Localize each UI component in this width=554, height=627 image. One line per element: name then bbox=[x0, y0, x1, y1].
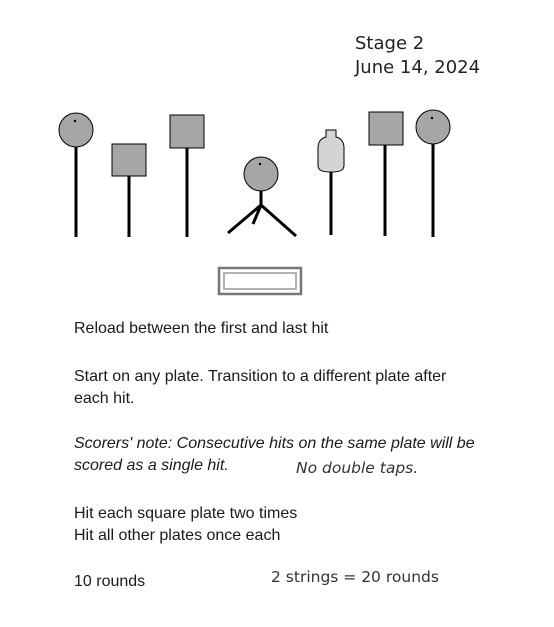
plate-mark bbox=[74, 120, 76, 122]
square-plate-face bbox=[369, 112, 403, 145]
shooter-leg-right bbox=[261, 205, 296, 236]
square-plate-low bbox=[112, 144, 146, 237]
shooter-head bbox=[244, 157, 278, 191]
shooter-figure bbox=[228, 157, 296, 236]
reload-instruction: Reload between the first and last hit bbox=[74, 320, 329, 337]
string-count: 2 strings = 20 rounds bbox=[271, 568, 439, 586]
shooting-box bbox=[219, 268, 301, 294]
square-plate-face bbox=[112, 144, 146, 176]
square-plate-high bbox=[170, 115, 204, 237]
stage-date: June 14, 2024 bbox=[355, 57, 481, 78]
mini-popper bbox=[318, 130, 344, 235]
square-plate-instruction: Hit each square plate two times bbox=[74, 505, 298, 522]
round-plate-face bbox=[416, 110, 450, 144]
start-instruction-line1: Start on any plate. Transition to a different plate after bbox=[74, 368, 447, 385]
no-double-taps-note: No double taps. bbox=[296, 459, 419, 477]
other-plate-instruction: Hit all other plates once each bbox=[74, 527, 281, 544]
mini-popper-face bbox=[318, 130, 344, 172]
plate-mark bbox=[259, 163, 261, 165]
round-count: 10 rounds bbox=[74, 573, 146, 590]
square-plate-right bbox=[369, 112, 403, 236]
start-instruction-line2: each hit. bbox=[74, 390, 135, 407]
stage-title: Stage 2 bbox=[355, 33, 425, 54]
round-plate-face bbox=[59, 113, 93, 147]
round-plate-right bbox=[416, 110, 450, 237]
square-plate-face bbox=[170, 115, 204, 148]
scorers-note-line2: scored as a single hit. bbox=[74, 457, 229, 474]
plate-mark bbox=[431, 117, 433, 119]
scorers-note-line1: Scorers' note: Consecutive hits on the same plate will be bbox=[74, 435, 475, 452]
round-plate-left bbox=[59, 113, 93, 237]
